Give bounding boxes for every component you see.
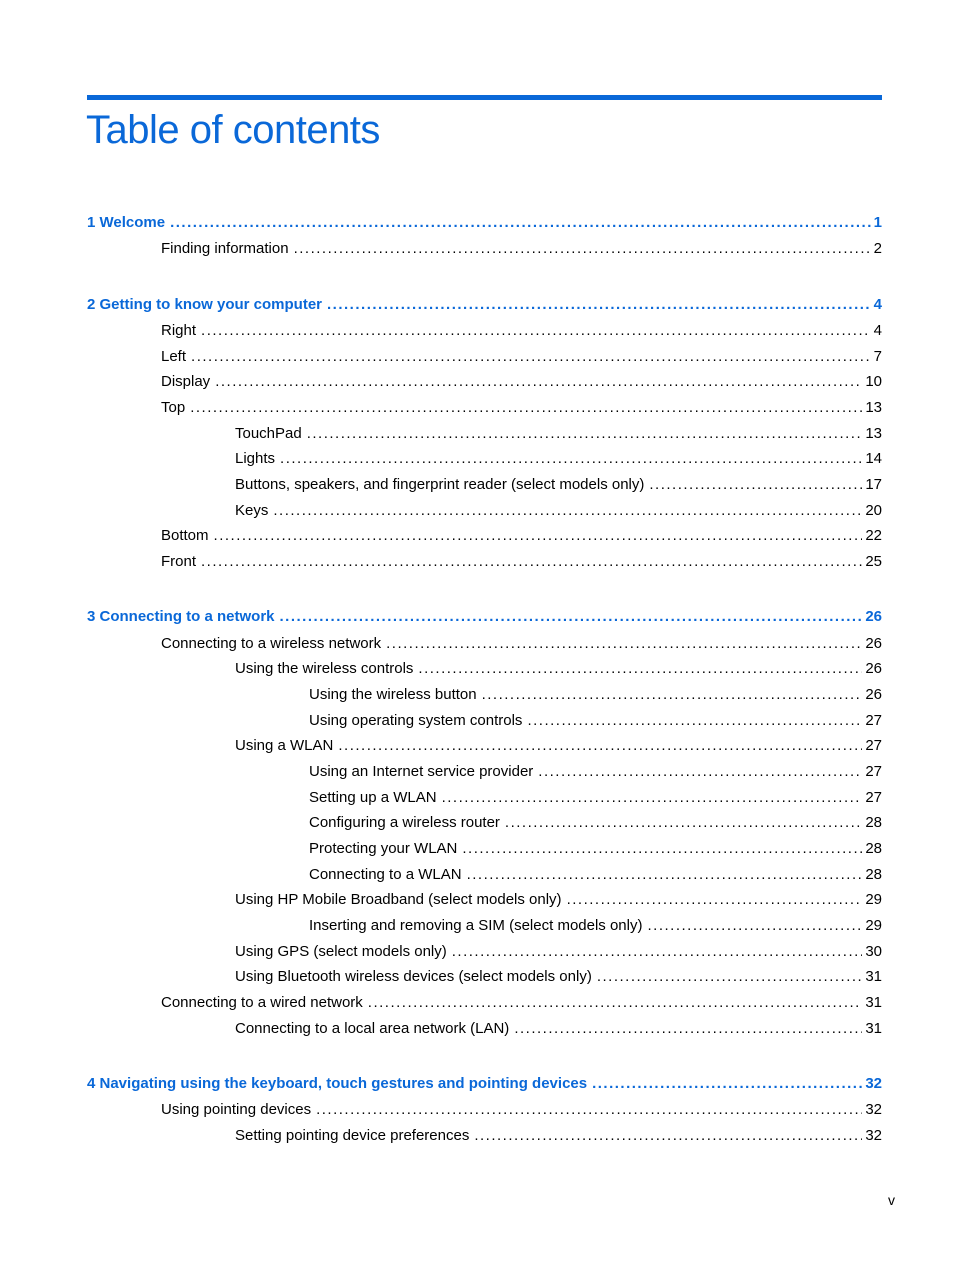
toc-leader-dots [201,553,862,571]
toc-entry-title: Left [161,348,187,365]
toc-entry-title: Lights [235,450,276,467]
toc-leader-dots [273,502,862,520]
toc-leader-dots [649,476,862,494]
toc-entry[interactable] [309,686,882,704]
toc-entry-title: Display [161,373,211,390]
toc-entry-page: 13 [865,399,882,416]
toc-leader-dots [316,1101,862,1119]
toc-entry[interactable] [161,322,882,340]
toc-entry[interactable] [235,968,882,986]
toc-leader-dots [418,660,862,678]
toc-entry-title: Using operating system controls [309,712,523,729]
toc-entry-page: 32 [865,1075,882,1092]
toc-entry-page: 27 [865,712,882,729]
toc-leader-dots [527,712,862,730]
toc-entry-page: 26 [865,635,882,652]
toc-leader-dots [280,608,863,626]
toc-entry[interactable] [161,399,882,417]
toc-entry[interactable] [309,712,882,730]
toc-entry-title: Bottom [161,527,209,544]
toc-entry[interactable] [161,240,882,258]
toc-entry[interactable] [309,789,882,807]
toc-entry[interactable] [161,348,882,366]
toc-leader-dots [307,425,863,443]
toc-entry-title: Buttons, speakers, and fingerprint reader (select models only) [235,476,645,493]
toc-entry[interactable] [309,840,882,858]
toc-entry-title: Setting pointing device preferences [235,1127,470,1144]
toc-entry-title: Using pointing devices [161,1101,312,1118]
toc-entry[interactable] [235,425,882,443]
toc-entry-page: 32 [865,1127,882,1144]
toc-entry-page: 31 [865,994,882,1011]
toc-entry-title: 3 Connecting to a network [87,608,275,625]
toc-entry-title: Using the wireless controls [235,660,414,677]
toc-entry-page: 20 [865,502,882,519]
toc-leader-dots [294,240,871,258]
toc-entry[interactable] [235,502,882,520]
page-title: Table of contents [86,108,380,152]
toc-leader-dots [597,968,862,986]
toc-entry-page: 32 [865,1101,882,1118]
toc-entry-title: Configuring a wireless router [309,814,500,831]
toc-entry-page: 29 [865,891,882,908]
toc-leader-dots [201,322,871,340]
toc-entry[interactable] [161,553,882,571]
toc-entry-title: Setting up a WLAN [309,789,437,806]
toc-entry-page: 28 [865,814,882,831]
toc-entry-page: 25 [865,553,882,570]
toc-leader-dots [514,1020,862,1038]
toc-entry-page: 30 [865,943,882,960]
toc-entry-title: Using the wireless button [309,686,477,703]
toc-entry[interactable] [235,891,882,909]
toc-entry-title: Using a WLAN [235,737,334,754]
toc-leader-dots [215,373,862,391]
toc-entry-page: 4 [873,296,882,313]
toc-entry-title: Connecting to a wired network [161,994,363,1011]
toc-chapter-entry[interactable] [87,1075,882,1093]
toc-entry-page: 27 [865,789,882,806]
toc-entry[interactable] [309,763,882,781]
toc-entry[interactable] [309,866,882,884]
toc-leader-dots [368,994,863,1012]
toc-entry-page: 14 [865,450,882,467]
toc-entry-page: 22 [865,527,882,544]
toc-entry[interactable] [309,917,882,935]
toc-leader-dots [538,763,862,781]
toc-entry[interactable] [235,476,882,494]
toc-entry[interactable] [235,660,882,678]
toc-entry-page: 27 [865,737,882,754]
toc-entry[interactable] [235,1127,882,1145]
toc-entry-title: Using an Internet service provider [309,763,534,780]
toc-entry-page: 10 [865,373,882,390]
toc-entry-title: 1 Welcome [87,214,166,231]
toc-entry[interactable] [161,527,882,545]
toc-entry-page: 13 [865,425,882,442]
toc-chapter-entry[interactable] [87,608,882,626]
toc-entry-title: Inserting and removing a SIM (select models only) [309,917,643,934]
toc-entry-page: 28 [865,866,882,883]
toc-chapter-entry[interactable] [87,214,882,232]
toc-entry-page: 26 [865,686,882,703]
toc-entry-title: Right [161,322,197,339]
toc-entry-page: 26 [865,608,882,625]
toc-leader-dots [338,737,862,755]
toc-entry[interactable] [161,1101,882,1119]
toc-entry-title: Front [161,553,197,570]
toc-entry[interactable] [161,635,882,653]
toc-leader-dots [505,814,862,832]
toc-entry-page: 29 [865,917,882,934]
toc-leader-dots [170,214,871,232]
toc-entry-page: 4 [873,322,882,339]
toc-entry-title: Connecting to a WLAN [309,866,462,883]
toc-leader-dots [452,943,863,961]
page-number: v [888,1192,895,1208]
toc-entry-page: 27 [865,763,882,780]
toc-entry-page: 1 [873,214,882,231]
toc-entry-page: 17 [865,476,882,493]
toc-chapter-entry[interactable] [87,296,882,314]
toc-entry[interactable] [235,737,882,755]
toc-entry-page: 28 [865,840,882,857]
toc-leader-dots [214,527,863,545]
toc-entry-title: Top [161,399,186,416]
toc-leader-dots [467,866,863,884]
toc-leader-dots [442,789,863,807]
toc-leader-dots [280,450,862,468]
toc-entry[interactable] [235,1020,882,1038]
toc-leader-dots [327,296,871,314]
toc-entry-title: Connecting to a local area network (LAN) [235,1020,510,1037]
toc-entry[interactable] [309,814,882,832]
toc-entry-title: Using Bluetooth wireless devices (select models only) [235,968,592,985]
toc-entry-title: Using HP Mobile Broadband (select models only) [235,891,562,908]
toc-entry[interactable] [161,373,882,391]
toc-entry-title: Connecting to a wireless network [161,635,382,652]
toc-entry-title: 2 Getting to know your computer [87,296,323,313]
toc-entry[interactable] [235,450,882,468]
toc-entry-page: 31 [865,1020,882,1037]
toc-leader-dots [386,635,862,653]
toc-entry-title: Keys [235,502,269,519]
title-rule [87,95,882,100]
toc-entry-title: Using GPS (select models only) [235,943,447,960]
toc-entry[interactable] [161,994,882,1012]
toc-entry-title: 4 Navigating using the keyboard, touch gestures and pointing devices [87,1075,588,1092]
toc-leader-dots [647,917,862,935]
toc-leader-dots [191,348,871,366]
toc-leader-dots [592,1075,862,1093]
toc-entry[interactable] [235,943,882,961]
toc-entry-page: 26 [865,660,882,677]
toc-leader-dots [482,686,863,704]
toc-entry-page: 7 [873,348,882,365]
toc-entry-title: TouchPad [235,425,302,442]
toc-entry-title: Protecting your WLAN [309,840,458,857]
toc-leader-dots [462,840,862,858]
toc-entry-page: 31 [865,968,882,985]
toc-leader-dots [190,399,862,417]
toc-entry-page: 2 [873,240,882,257]
toc-leader-dots [567,891,863,909]
toc-leader-dots [474,1127,862,1145]
toc-entry-title: Finding information [161,240,289,257]
